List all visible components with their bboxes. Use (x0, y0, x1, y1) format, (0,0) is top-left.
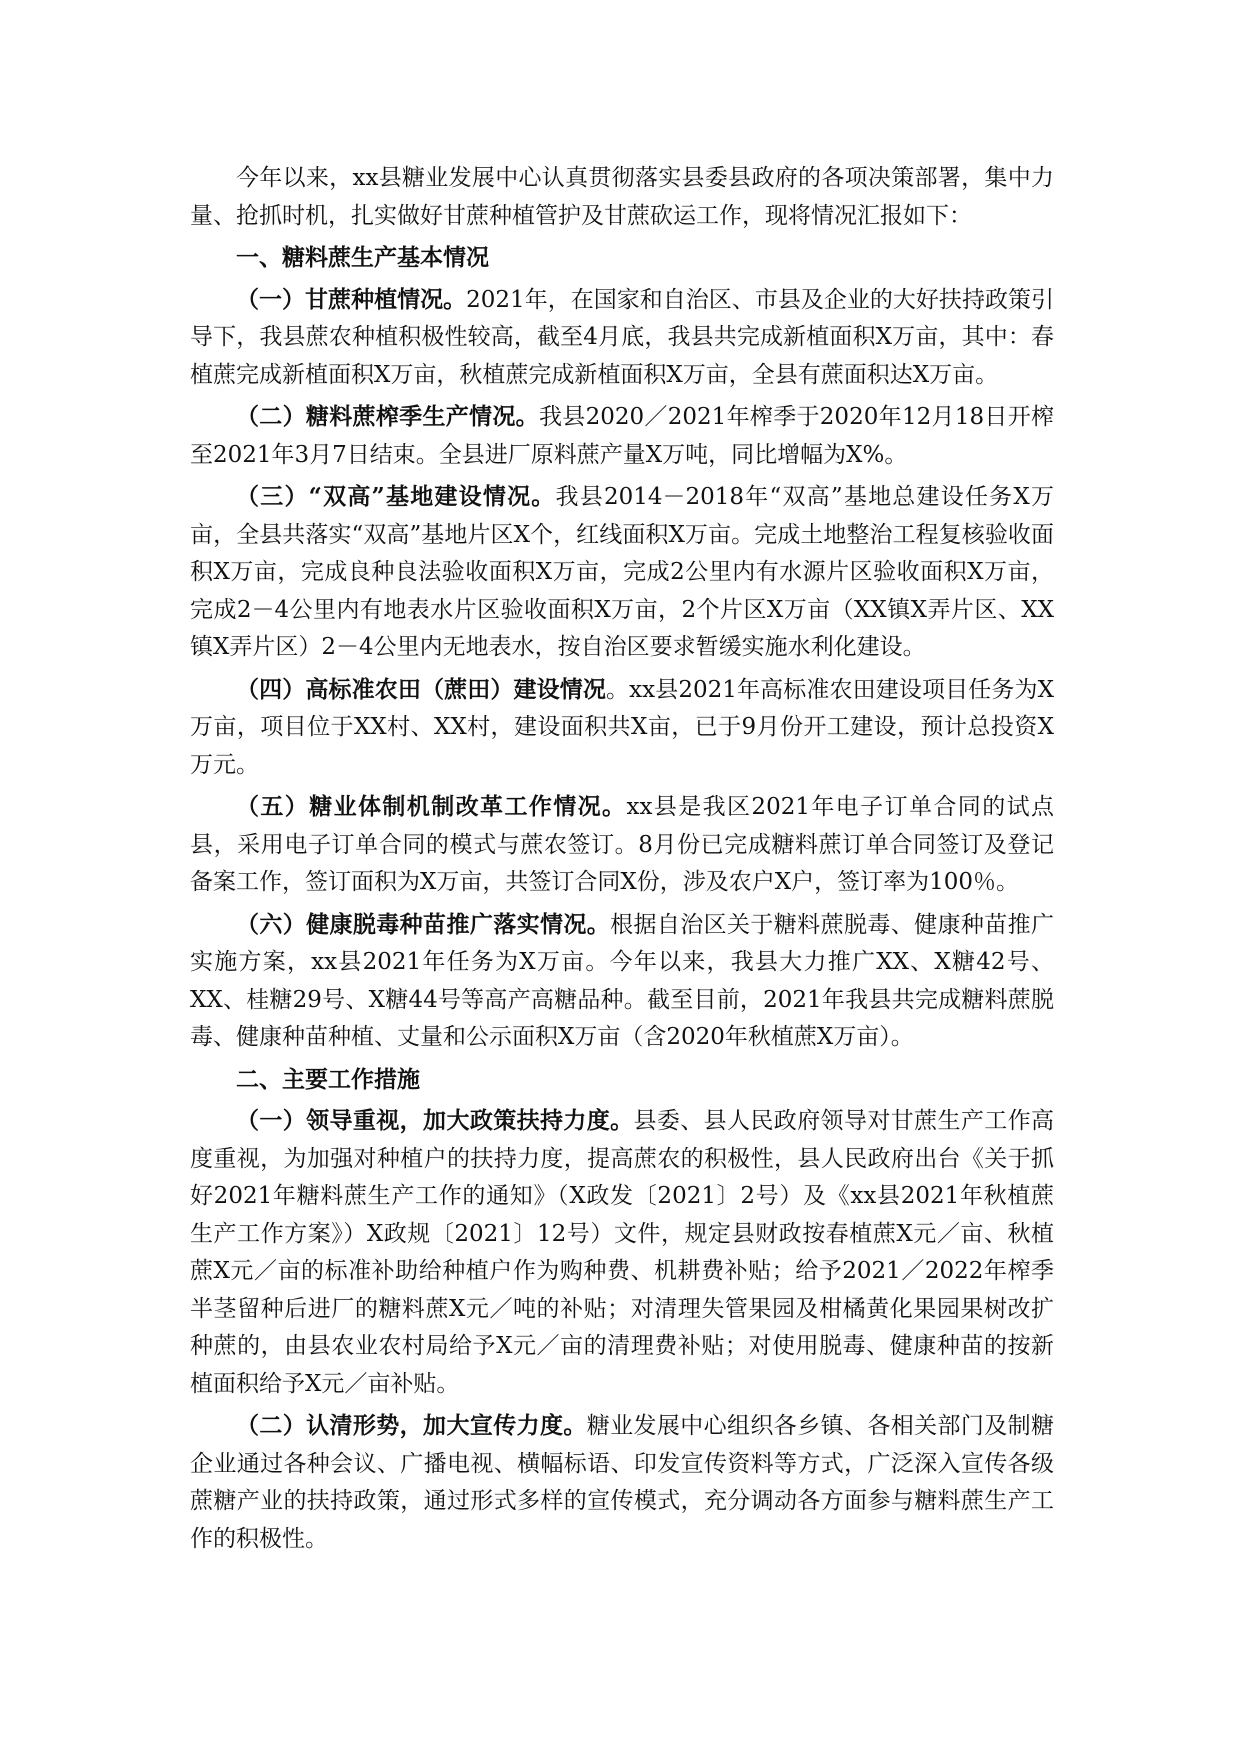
section-1-item-4 (190, 671, 1054, 785)
item-body: xx县是我区2021年电子订单合同的试点县，采用电子订单合同的模式与蔗农签订。8月份已完成糖料蔗订单合同签订及登记备案工作，签订面积为X万亩，共签订合同X份，涉及农户X户，签订率为100％。 (190, 794, 1055, 895)
section-1-heading: 一、糖料蔗生产基本情况 (236, 244, 489, 271)
item-lead: （四）高标准农田（蔗田）建设情况 (236, 675, 607, 703)
item-body: 根据自治区关于糖料蔗脱毒、健康种苗推广实施方案，xx县2021年任务为X万亩。今年以来，我县大力推广XX、X糖42号、XX、桂糖29号、X糖44号等高产高糖品种。截至目前，2021年我县共完成糖料蔗脱毒、健康种苗种植、丈量和公示面积X万亩（含2020年秋植蔗X万亩）。 (190, 911, 1055, 1050)
item-lead: （六）健康脱毒种苗推广落实情况。 (236, 910, 611, 938)
item-body: 2021年，在国家和自治区、市县及企业的大好扶持政策引导下，我县蔗农种植积极性较高，截至4月底，我县共完成新植面积X万亩，其中：春植蔗完成新植面积X万亩，秋植蔗完成新植面积X万亩，全县有蔗面积达X万亩。 (190, 286, 1054, 388)
section-1-item-5 (190, 788, 1054, 902)
item-lead: （三）“双高”基地建设情况。 (236, 483, 556, 510)
item-body: 县委、县人民政府领导对甘蔗生产工作高度重视，为加强对种植户的扶持力度，提高蔗农的积极性，县人民政府出台《关于抓好2021年糖料蔗生产工作的通知》（X政发〔2021〕2号）及《xx县2021年秋植蔗生产工作方案》）X政规〔2021〕12号）文件，规定县财政按春植蔗X元／亩、秋植蔗X元／亩的标准补助给种植户作为购种费、机耕费补贴；给予2021／2022年榨季半茎留种后进厂的糖料蔗X元／吨的补贴；对清理失管果园及柑橘黄化果园果树改扩种蔗的，由县农业农村局给予X元／亩的清理费补贴；对使用脱毒、健康种苗的按新植面积给予X元／亩补贴。 (190, 1108, 1055, 1397)
item-body: 。xx县2021年高标准农田建设项目任务为X万亩，项目位于XX村、XX村，建设面积共X亩，已于9月份开工建设，预计总投资X万元。 (190, 676, 1054, 778)
item-lead: （二）糖料蔗榨季生产情况。 (236, 403, 539, 430)
item-body: 糖业发展中心组织各乡镇、各相关部门及制糖企业通过各种会议、广播电视、横幅标语、印发宣传资料等方式，广泛深入宣传各级蔗糖产业的扶持政策，通过形式多样的宣传模式，充分调动各方面参与糖料蔗生产工作的积极性。 (190, 1413, 1055, 1552)
item-body: 我县2020／2021年榨季于2020年12月18日开榨至2021年3月7日结束。全县进厂原料蔗产量X万吨，同比增幅为X%。 (190, 404, 1055, 468)
section-2-item-2 (190, 1407, 1054, 1558)
section-1-item-1 (190, 281, 1054, 395)
intro-paragraph: 今年以来，xx县糖业发展中心认真贯彻落实县委县政府的各项决策部署，集中力量、抢抓时机，扎实做好甘蔗种植管护及甘蔗砍运工作，现将情况汇报如下： (190, 165, 1054, 229)
item-body: 我县2014－2018年“双高”基地总建设任务X万亩，全县共落实“双高”基地片区X个，红线面积X万亩。完成土地整治工程复核验收面积X万亩，完成良种良法验收面积X万亩，完成2公里内有水源片区验收面积X万亩，完成2－4公里内有地表水片区验收面积X万亩，2个片区X万亩（XX镇X弄片区、XX镇X弄片区）2－4公里内无地表水，按自治区要求暂缓实施水利化建设。 (190, 484, 1054, 660)
section-1-item-3 (190, 478, 1054, 667)
item-lead: （一）领导重视，加大政策扶持力度。 (236, 1107, 634, 1134)
section-2-item-1 (190, 1102, 1054, 1403)
item-lead: （一）甘蔗种植情况。 (236, 285, 467, 313)
item-lead: （五）糖业体制机制改革工作情况。 (236, 793, 627, 820)
section-1-item-6 (190, 906, 1054, 1057)
item-lead: （二）认清形势，加大宣传力度。 (236, 1412, 587, 1439)
section-1-item-2 (190, 398, 1054, 474)
section-2-heading: 二、主要工作措施 (236, 1065, 420, 1093)
